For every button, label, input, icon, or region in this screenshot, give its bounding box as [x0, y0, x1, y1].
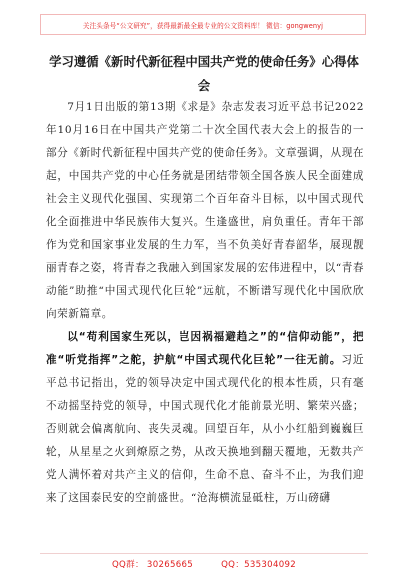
- footer: [0, 558, 408, 570]
- paragraph-1-text: 7月1日出版的第13期《求是》杂志发表习近平总书记2022年10月16日在中国共产党第二十次全国代表大会上的报告的一部分《新时代新征程中国共产党的使命任务》。文章强调，从现在起，中国共产党的中心任务就是团结带领全国各族人民全面建成社会主义现代化强国、实现第二个百年奋斗目标，以中国式现代化全面推进中华民族伟大复兴。生逢盛世，肩负重任。青年干部作为党和国家事业发展的生力军，当不负美好青春韶华，展现靓丽青春之姿，将青春之我融入到国家发展的宏伟进程中，以“青春动能”助推“中国式现代化巨轮”远航，不断谱写现代化中国欣欣向荣新篇章。: [46, 101, 364, 320]
- footer-divider: [40, 553, 368, 554]
- paragraph-1: [46, 96, 364, 326]
- paragraph-2: [46, 326, 364, 510]
- paragraph-2-text: 习近平总书记指出，党的领导决定中国式现代化的根本性质，只有毫不动摇坚持党的领导，中国式现代化才能前景光明、繁荣兴盛；否则就会偏离航向、丧失灵魂。回望百年，从小小红船到巍巍巨轮，从星星之火到燎原之势，从改天换地到翻天覆地，无数共产党人满怀着对共产主义的信仰，生命不息、奋斗不止，为我们迎来了这国泰民安的空前盛世。“沧海横流显砥柱，万山磅礴: [46, 354, 364, 504]
- paragraph-2-lead: 以“苟利国家生死以，岂因祸福避趋之”的“信仰动能”，把准“听党指挥”之舵，护航“中国式现代化巨轮”一往无前。: [46, 331, 364, 366]
- footer-qq: QQ：535304092: [221, 560, 297, 570]
- promo-banner: [40, 14, 366, 35]
- footer-qq-group: QQ群： 30265665: [111, 560, 194, 570]
- promo-banner-text: 关注头条号“公文研究”，获得最新最全最专业的公文资料库！ 微信：gongwenyj: [82, 21, 324, 30]
- document-body: [46, 96, 364, 510]
- document-title: 学习遵循《新时代新征程中国共产党的使命任务》心得体会: [49, 54, 359, 93]
